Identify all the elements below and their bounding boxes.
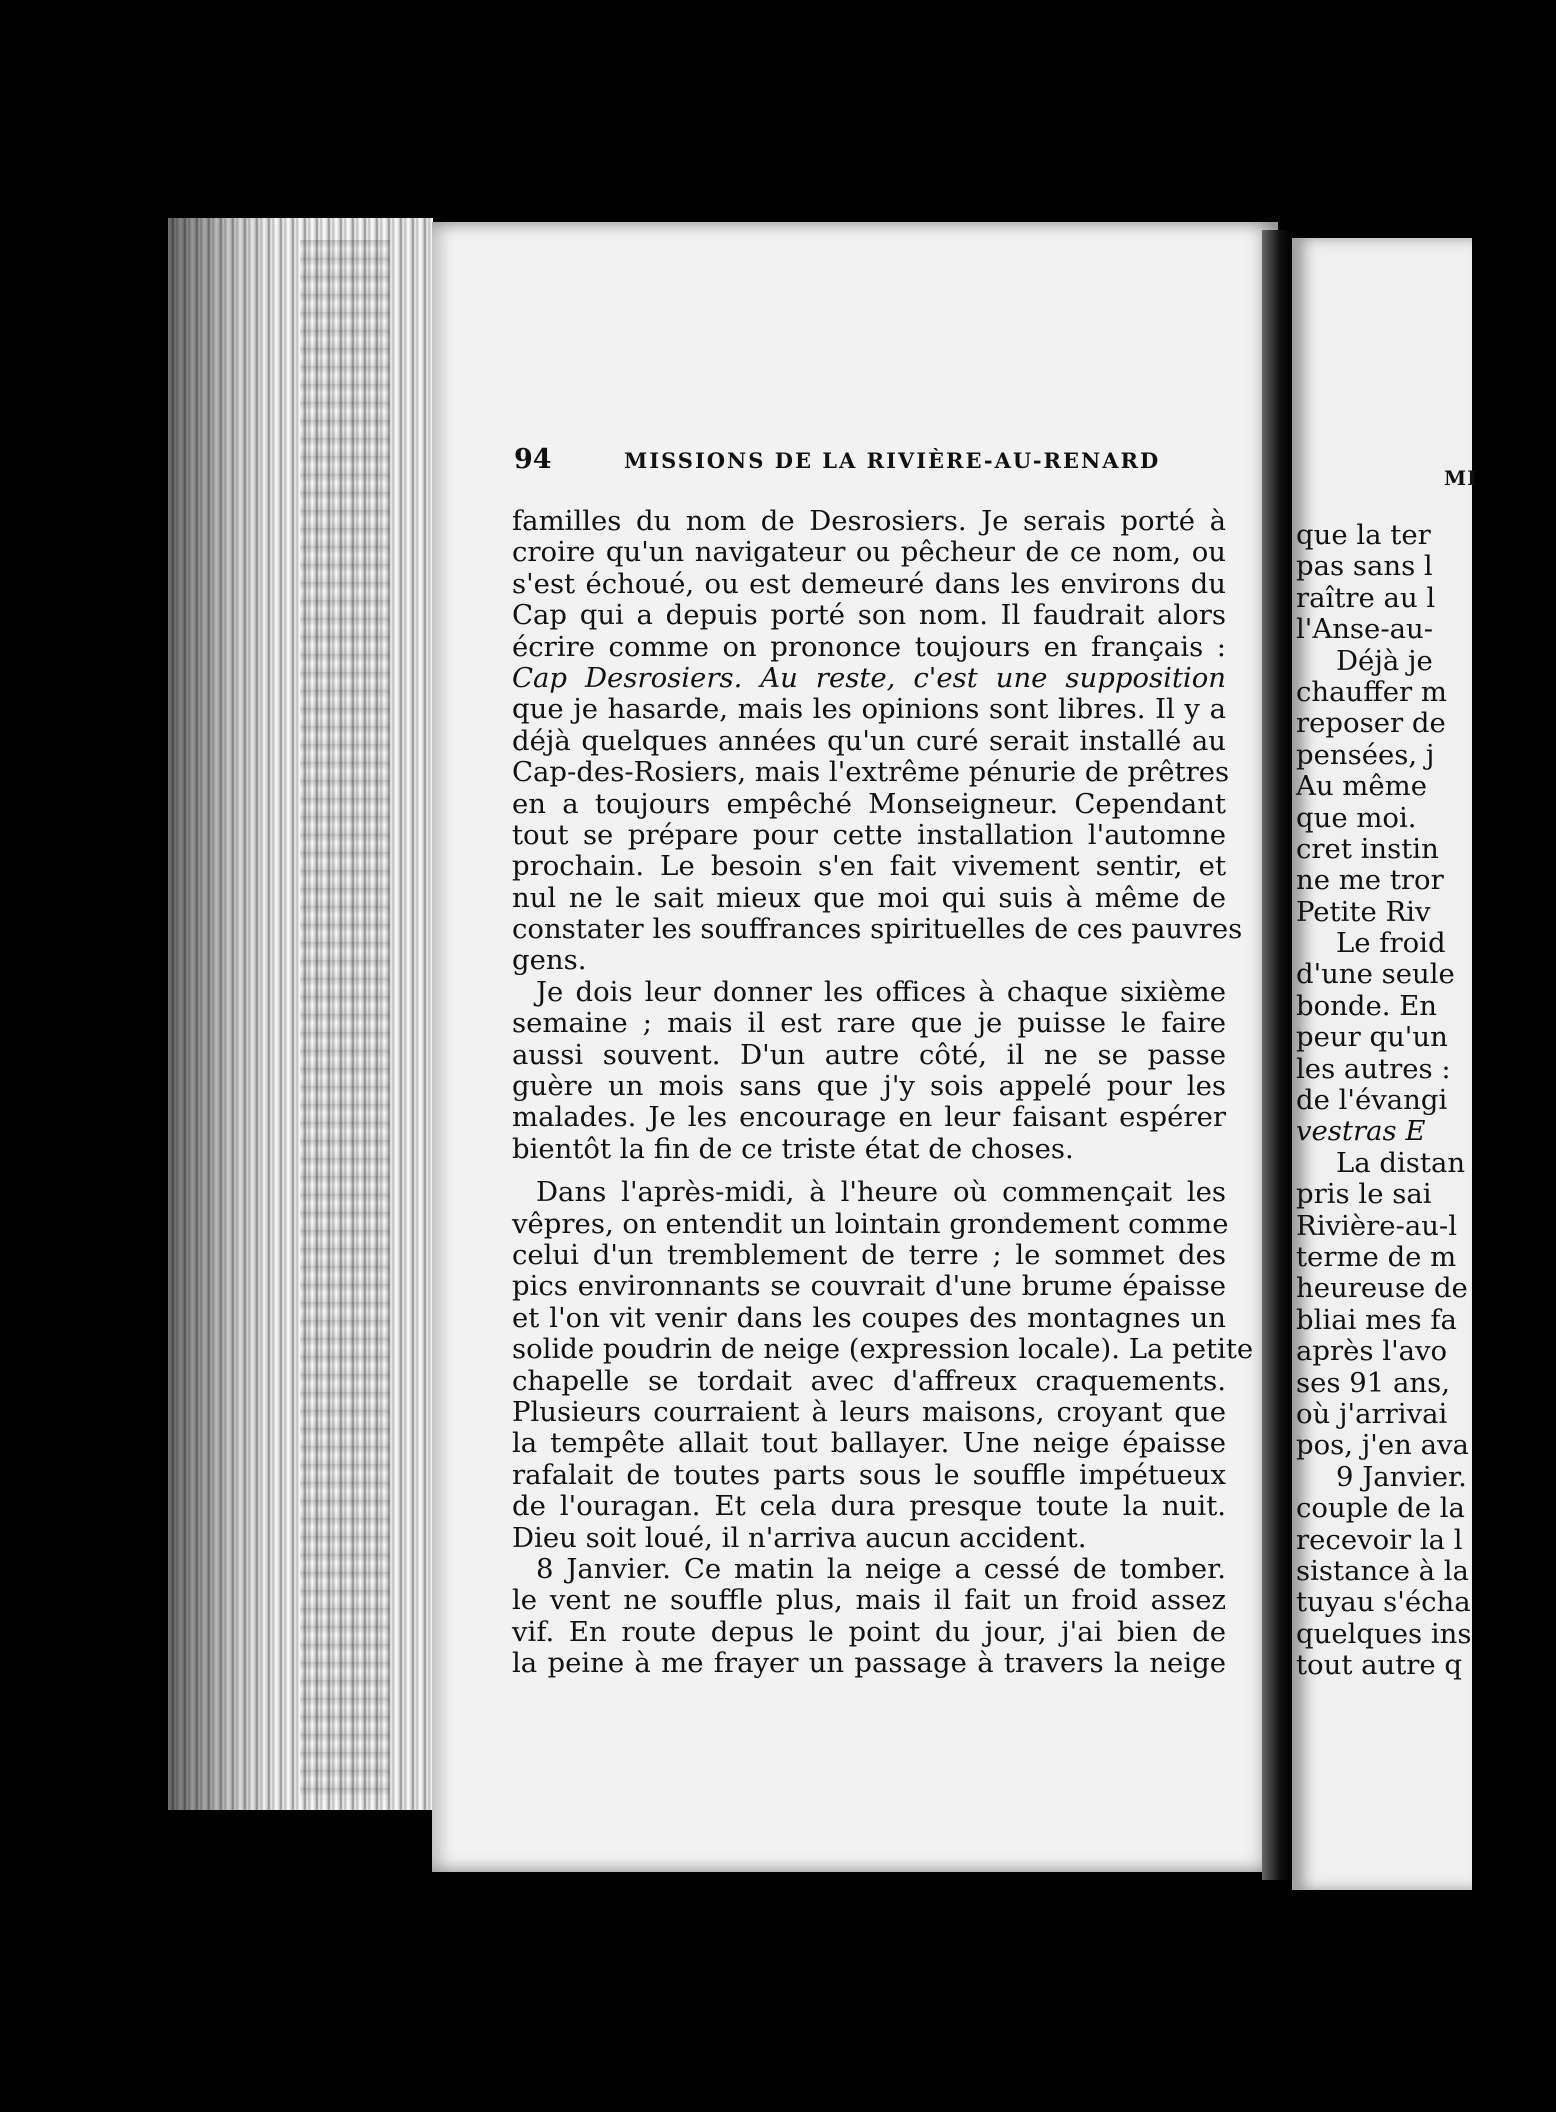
text-line: de l'ouragan. Et cela dura presque toute la nuit.	[512, 1490, 1226, 1523]
text-line: bonde. En	[1296, 989, 1438, 1022]
text-line: pensées, j	[1296, 738, 1435, 771]
text-line: s'est échoué, ou est demeuré dans les environs du	[512, 567, 1226, 600]
right-running-head: MI	[1444, 466, 1478, 490]
text-line: Cap Desrosiers. Au reste, c'est une supposition	[512, 661, 1226, 694]
text-line: Cap-des-Rosiers, mais l'extrême pénurie de prêtres	[512, 756, 1230, 789]
text-line: vif. En route depus le point du jour, j'ai bien de	[512, 1615, 1226, 1648]
text-line: solide poudrin de neige (expression locale). La petite	[512, 1333, 1254, 1366]
text-line: où j'arrivai	[1296, 1397, 1448, 1430]
page-header	[514, 444, 1234, 484]
text-line: familles du nom de Desrosiers. Je serais porté à	[512, 505, 1226, 537]
text-line: rafalait de toutes parts sous le souffle impétueux	[512, 1458, 1226, 1491]
text-line: pos, j'en ava	[1296, 1429, 1469, 1462]
page-body	[512, 505, 1254, 1680]
text-line: chapelle se tordait avec d'affreux craquements.	[512, 1364, 1226, 1397]
text-line: sistance à la	[1296, 1554, 1469, 1587]
text-line: vêpres, on entendit un lointain grondement comme	[512, 1207, 1229, 1240]
text-line: Rivière-au-l	[1296, 1209, 1458, 1242]
text-line: ne me tror	[1296, 864, 1444, 897]
text-line: d'une seule	[1296, 958, 1455, 991]
text-line: l'Anse-au-	[1296, 613, 1434, 646]
right-page	[1292, 238, 1478, 1890]
text-line: chauffer m	[1296, 675, 1447, 708]
running-head: MISSIONS DE LA RIVIÈRE-AU-RENARD	[624, 448, 1161, 473]
text-line: que je hasarde, mais les opinions sont libres. Il y a	[512, 693, 1226, 726]
text-line: guère un mois sans que j'y sois appelé pour les	[512, 1070, 1226, 1103]
text-line: en a toujours empêché Monseigneur. Cependant	[512, 787, 1226, 820]
text-line: Petite Riv	[1296, 895, 1431, 928]
text-line: croire qu'un navigateur ou pêcheur de ce nom, ou	[512, 536, 1226, 569]
text-line: nul ne le sait mieux que moi qui suis à même de	[512, 881, 1226, 914]
page-number: 94	[514, 444, 552, 475]
text-line: Cap qui a depuis porté son nom. Il faudrait alors	[512, 599, 1226, 632]
text-line: le vent ne souffle plus, mais il fait un froid assez	[512, 1584, 1226, 1617]
text-line: que la ter	[1296, 519, 1431, 551]
text-line: Le froid	[1336, 927, 1446, 960]
page-edges-shadow	[168, 218, 278, 1810]
text-line: ses 91 ans,	[1296, 1366, 1450, 1399]
text-line: semaine ; mais il est rare que je puisse le faire	[512, 1007, 1226, 1040]
text-line: déjà quelques années qu'un curé serait installé au	[512, 724, 1226, 757]
text-line: couple de la	[1296, 1492, 1465, 1525]
text-line: tout autre q	[1296, 1649, 1463, 1682]
text-line: Plusieurs courraient à leurs maisons, croyant que	[512, 1395, 1226, 1428]
text-line: Au même	[1296, 770, 1428, 803]
text-line: 9 Janvier.	[1336, 1460, 1467, 1493]
gutter	[1262, 230, 1292, 1880]
text-line: 8 Janvier. Ce matin la neige a cessé de tomber.	[536, 1552, 1226, 1585]
text-line: gens.	[512, 944, 587, 977]
text-line: celui d'un tremblement de terre ; le sommet des	[512, 1238, 1226, 1271]
text-line: raître au l	[1296, 581, 1436, 614]
text-line: et l'on vit venir dans les coupes des montagnes un	[512, 1301, 1226, 1334]
text-line: Déjà je	[1336, 644, 1433, 677]
text-line: Je dois leur donner les offices à chaque sixième	[536, 975, 1226, 1008]
text-line: la peine à me frayer un passage à travers la neige	[512, 1647, 1226, 1680]
text-line: Dans l'après-midi, à l'heure où commençait les	[536, 1176, 1226, 1209]
text-line: tout se prépare pour cette installation l'automne	[512, 818, 1226, 851]
text-line: constater les souffrances spirituelles de ces pauvres	[512, 913, 1243, 946]
text-line: reposer de	[1296, 707, 1446, 740]
text-line: bliai mes fa	[1296, 1303, 1457, 1336]
right-page-body	[1296, 520, 1556, 1681]
text-line: pas sans l	[1296, 550, 1433, 583]
text-line: pics environnants se couvrait d'une brume épaisse	[512, 1270, 1226, 1303]
text-line: la tempête allait tout ballayer. Une neige épaisse	[512, 1427, 1226, 1460]
text-line: écrire comme on prononce toujours en français :	[512, 630, 1226, 663]
text-line: aussi souvent. D'un autre côté, il ne se passe	[512, 1038, 1226, 1071]
text-line: bientôt la fin de ce triste état de choses.	[512, 1132, 1074, 1165]
text-line: que moi.	[1296, 801, 1417, 834]
text-line: La distan	[1336, 1146, 1466, 1179]
page-edges-texture	[300, 240, 390, 1800]
text-line: les autres :	[1296, 1052, 1451, 1085]
text-line: pris le sai	[1296, 1178, 1432, 1211]
text-line: tuyau s'écha	[1296, 1586, 1471, 1619]
text-line: après l'avo	[1296, 1335, 1448, 1368]
text-line: quelques ins	[1296, 1617, 1472, 1650]
text-line: prochain. Le besoin s'en fait vivement sentir, et	[512, 850, 1226, 883]
text-line: heureuse de	[1296, 1272, 1468, 1305]
text-line: vestras E	[1296, 1115, 1426, 1148]
text-line: Dieu soit loué, il n'arriva aucun accident.	[512, 1521, 1087, 1554]
text-line: recevoir la l	[1296, 1523, 1463, 1556]
text-line: cret instin	[1296, 832, 1439, 865]
text-line: peur qu'un	[1296, 1021, 1448, 1054]
text-line: terme de m	[1296, 1240, 1457, 1273]
text-line: de l'évangi	[1296, 1084, 1448, 1117]
text-line: malades. Je les encourage en leur faisant espérer	[512, 1101, 1226, 1134]
